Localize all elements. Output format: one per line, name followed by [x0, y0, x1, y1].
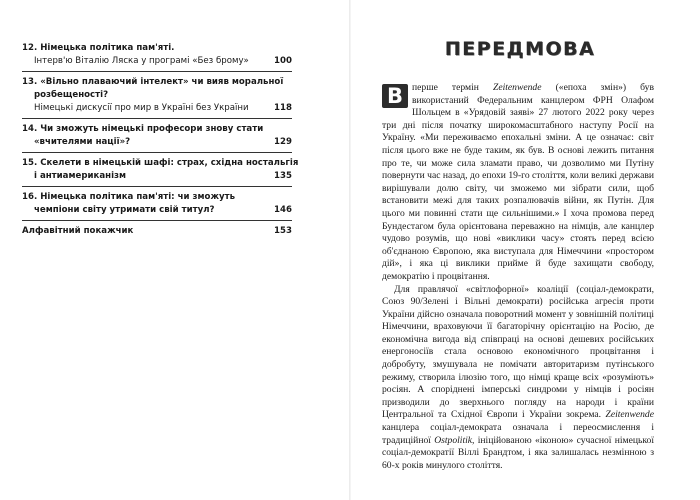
toc-title-text: 14. Чи зможуть німецькі професори знову стати: [22, 124, 264, 134]
toc-title-text: розбещеності?: [34, 90, 109, 100]
italic-term: Zeitenwende: [493, 82, 542, 93]
toc-subtitle-text: Інтерв'ю Віталію Ляска у програмі «Без брому»: [34, 56, 249, 66]
toc-page-number: 146: [274, 205, 292, 215]
text-run: перше термін: [412, 82, 493, 93]
toc-title-text: «вчителями нації»?: [34, 137, 131, 147]
toc-title-text: 16. Німецька політика пам'яті: чи зможуть: [22, 192, 236, 202]
toc-title-text: 13. «Вільно плаваючий інтелект» чи вияв моральної: [22, 77, 284, 87]
toc-title-text: чемпіони світу утримати свій титул?: [34, 205, 215, 215]
preface-paragraph-1: [382, 82, 654, 284]
text-run: канцлера соціал-демократа означала і переосмислення і традиційної: [382, 422, 654, 446]
toc-subtitle-text: Німецькі дискусії про мир в Україні без України: [34, 103, 249, 113]
toc-line: [22, 102, 292, 115]
drop-cap-letter: В: [382, 84, 408, 108]
toc-title-text: і антиамериканізм: [34, 171, 127, 181]
toc-line: [22, 42, 292, 55]
toc-page-number: 135: [274, 171, 292, 181]
toc-entry: [22, 123, 292, 153]
toc-title-text: 12. Німецька політика пам'яті.: [22, 43, 175, 53]
toc-entry: [22, 191, 292, 221]
toc-line: [22, 123, 292, 136]
italic-term: Ostpolitik: [434, 434, 473, 446]
text-run: («епоха змін») був використаний Федеральним канцлером ФРН Олафом Шольцем в «Урядовій заяві» 27 лютого 2022 року через три дні після початку широкомасштабного наступу Росії на Україну. «Ми переживаємо епохальні зміни. А це означає: світ після цього вже не буде таким, як був. В основі лежить питання про те, чи може сила зламати право, чи дозволимо ми Путіну повернути час назад, до епохи 19-го століття, коли великі держави вирішували долю світу, чи зможемо ми зібрати сили, щоб встановити межі для таких розпалювачів війни, як Путін. Для цього ми повинні стати ще сильнішими.» І хоча промова перед Бундестагом була орієнтована переважно на німців, але канцлер чудово розумів, що нові «виклики часу» стоять перед всією об'єднаною Європою, яка виступала для Німеччини «простором дій», і яка ці виклики прийме й буде захищати свободу, демократію і процвітання.: [382, 82, 654, 282]
toc-page-number: 118: [274, 103, 292, 113]
toc-title-text: Алфавітний покажчик: [22, 226, 134, 236]
preface-body: [382, 82, 654, 472]
text-run: , ініційованою «іконою» сучасної німецької соціал-демократії Віллі Брандтом, і яка залишалась незмінною з 60-х років минулого століття.: [382, 434, 655, 471]
toc-line: [22, 76, 292, 89]
toc-line: [22, 204, 292, 217]
preface-heading: ПЕРЕДМОВА: [444, 38, 596, 60]
preface-paragraph-2: [382, 284, 654, 473]
toc-line: [22, 136, 292, 149]
toc-page-number: 100: [274, 56, 292, 66]
toc-line: [22, 55, 292, 68]
toc-entry: [22, 76, 292, 119]
page-gutter: [349, 0, 351, 500]
text-run: Для правлячої «світлофорної» коаліції (соціал-демократи, Союз 90/Зелені і Вільні демократи) російська агресія проти України дійсно означала поворотний момент у зовнішній політиці Німеччини, враховуючи її багаторічну орієнтацію на Росію, де економічна вигода від співпраці на основі дешевих російських енергоносіїв стала основою економічного процвітання і добробуту, змушувала не помічати авторитаризм путінського режиму, створила ілюзію того, що німці краще всіх «розуміють» росіян. А споріднені імперські синдроми у німців і росіян призводили до зверхнього погляду на народи і країни Центральної та Східної Європи і України зокрема.: [382, 283, 654, 421]
toc-line: [22, 157, 299, 170]
italic-term: Zeitenwende: [605, 409, 654, 421]
toc-entry: [22, 42, 292, 72]
toc-page-number: 129: [274, 137, 292, 147]
toc-page-number: 153: [274, 226, 292, 236]
toc-line: [22, 225, 292, 238]
toc-line: [22, 170, 292, 183]
toc-line: [22, 89, 292, 102]
toc-entry: [22, 225, 292, 241]
toc-line: [22, 191, 292, 204]
table-of-contents: [22, 42, 299, 245]
toc-entry: [22, 157, 299, 187]
toc-title-text: 15. Скелети в німецькій шафі: страх, східна ностальгія: [22, 158, 299, 168]
